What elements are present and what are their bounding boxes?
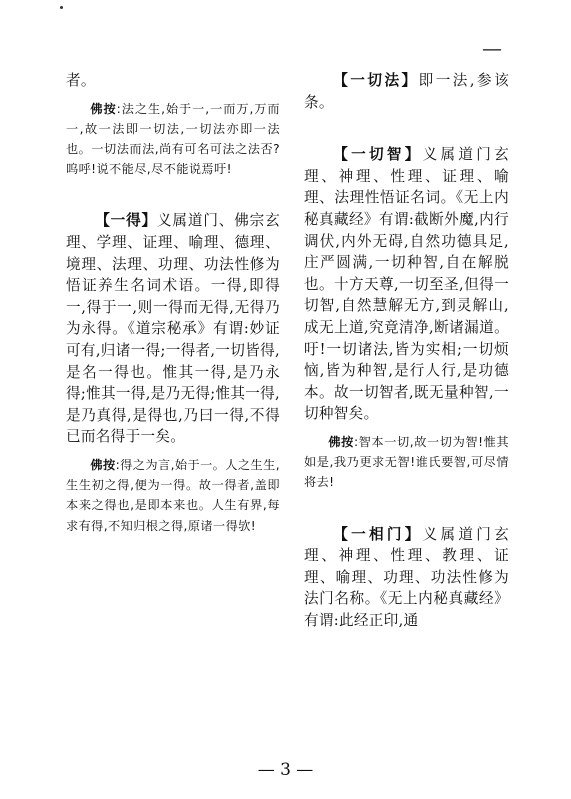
note-lead: 佛按 [90, 101, 117, 116]
entry-heading: 【一得】 [95, 212, 157, 230]
right-column [304, 70, 509, 631]
entry-heading: 【一切法】 [333, 72, 419, 89]
commentary-note [66, 455, 280, 536]
left-column [66, 70, 280, 536]
entry-yiqiezhi [304, 144, 509, 425]
continuation-text: 者。 [66, 72, 96, 89]
entry-heading: 【一相门】 [333, 525, 423, 543]
entry-yide [66, 210, 280, 448]
note-lead: 佛按 [90, 457, 116, 472]
note-text: :法之生,始于一,一而万,万而一,故一法即一切法,一切法亦即一法也。一切法而法,尚有可名可法之法否?呜呼!说不能尽,尽不能说焉吁! [66, 101, 280, 177]
commentary-note [66, 99, 280, 180]
entry-yixiangmen [304, 524, 509, 632]
note-text: :得之为言,始于一。人之生生,生生初之得,便为一得。故一得者,盖即本来之得也,是即本来也。人生有界,每求有得,不知归根之得,原诸一得欤! [66, 457, 280, 533]
note-text: :智本一切,故一切为智!惟其如是,我乃更求无智!谁氏要智,可尽情将去! [304, 434, 509, 490]
entry-text: 义属道门、佛宗玄理、学理、证理、喻理、德理、境理、法理、功理、功法性修为悟证养生名词术语。一得,即得一,得于一,则一得而无得,无得乃为永得。《道宗秘承》有谓:妙证可有,归诸一得;一得者,一切皆得,是名一得也。惟其一得,是乃永得;惟其一得,是乃无得;惟其一得,是乃真得,是得也,乃曰一得,不得已而名得于一矣。 [66, 212, 281, 446]
commentary-note [304, 432, 509, 493]
page-number: — 3 — [257, 760, 314, 780]
entry-text: 义属道门玄理、神理、性理、证理、喻理、法理性悟证名词。《无上内秘真藏经》有谓:截断外魔,内行调伏,内外无碍,自然功德具足,庄严圆满,一切种智,自在解脱也。十方天尊,一切至圣,但得一切智,自然慧解无方,到灵解山,成无上道,究竟清净,断诸漏道。吁!一切诸法,皆为实相;一切烦恼,皆为种智,是行人行,是功德本。故一切智者,既无量种智,一切种智矣。 [304, 146, 509, 423]
note-lead: 佛按 [328, 434, 354, 449]
header-mark: — [482, 36, 502, 60]
entry-heading: 【一切智】 [333, 146, 423, 164]
scan-speck [60, 6, 63, 9]
entry-text: 即一法,参该条。 [304, 72, 509, 111]
entry-yiqiefa [304, 70, 509, 113]
entry-text: 义属道门玄理、神理、性理、教理、证理、喻理、功理、功法性修为法门名称。《无上内秘真藏经》有谓:此经正印,通 [304, 525, 509, 629]
